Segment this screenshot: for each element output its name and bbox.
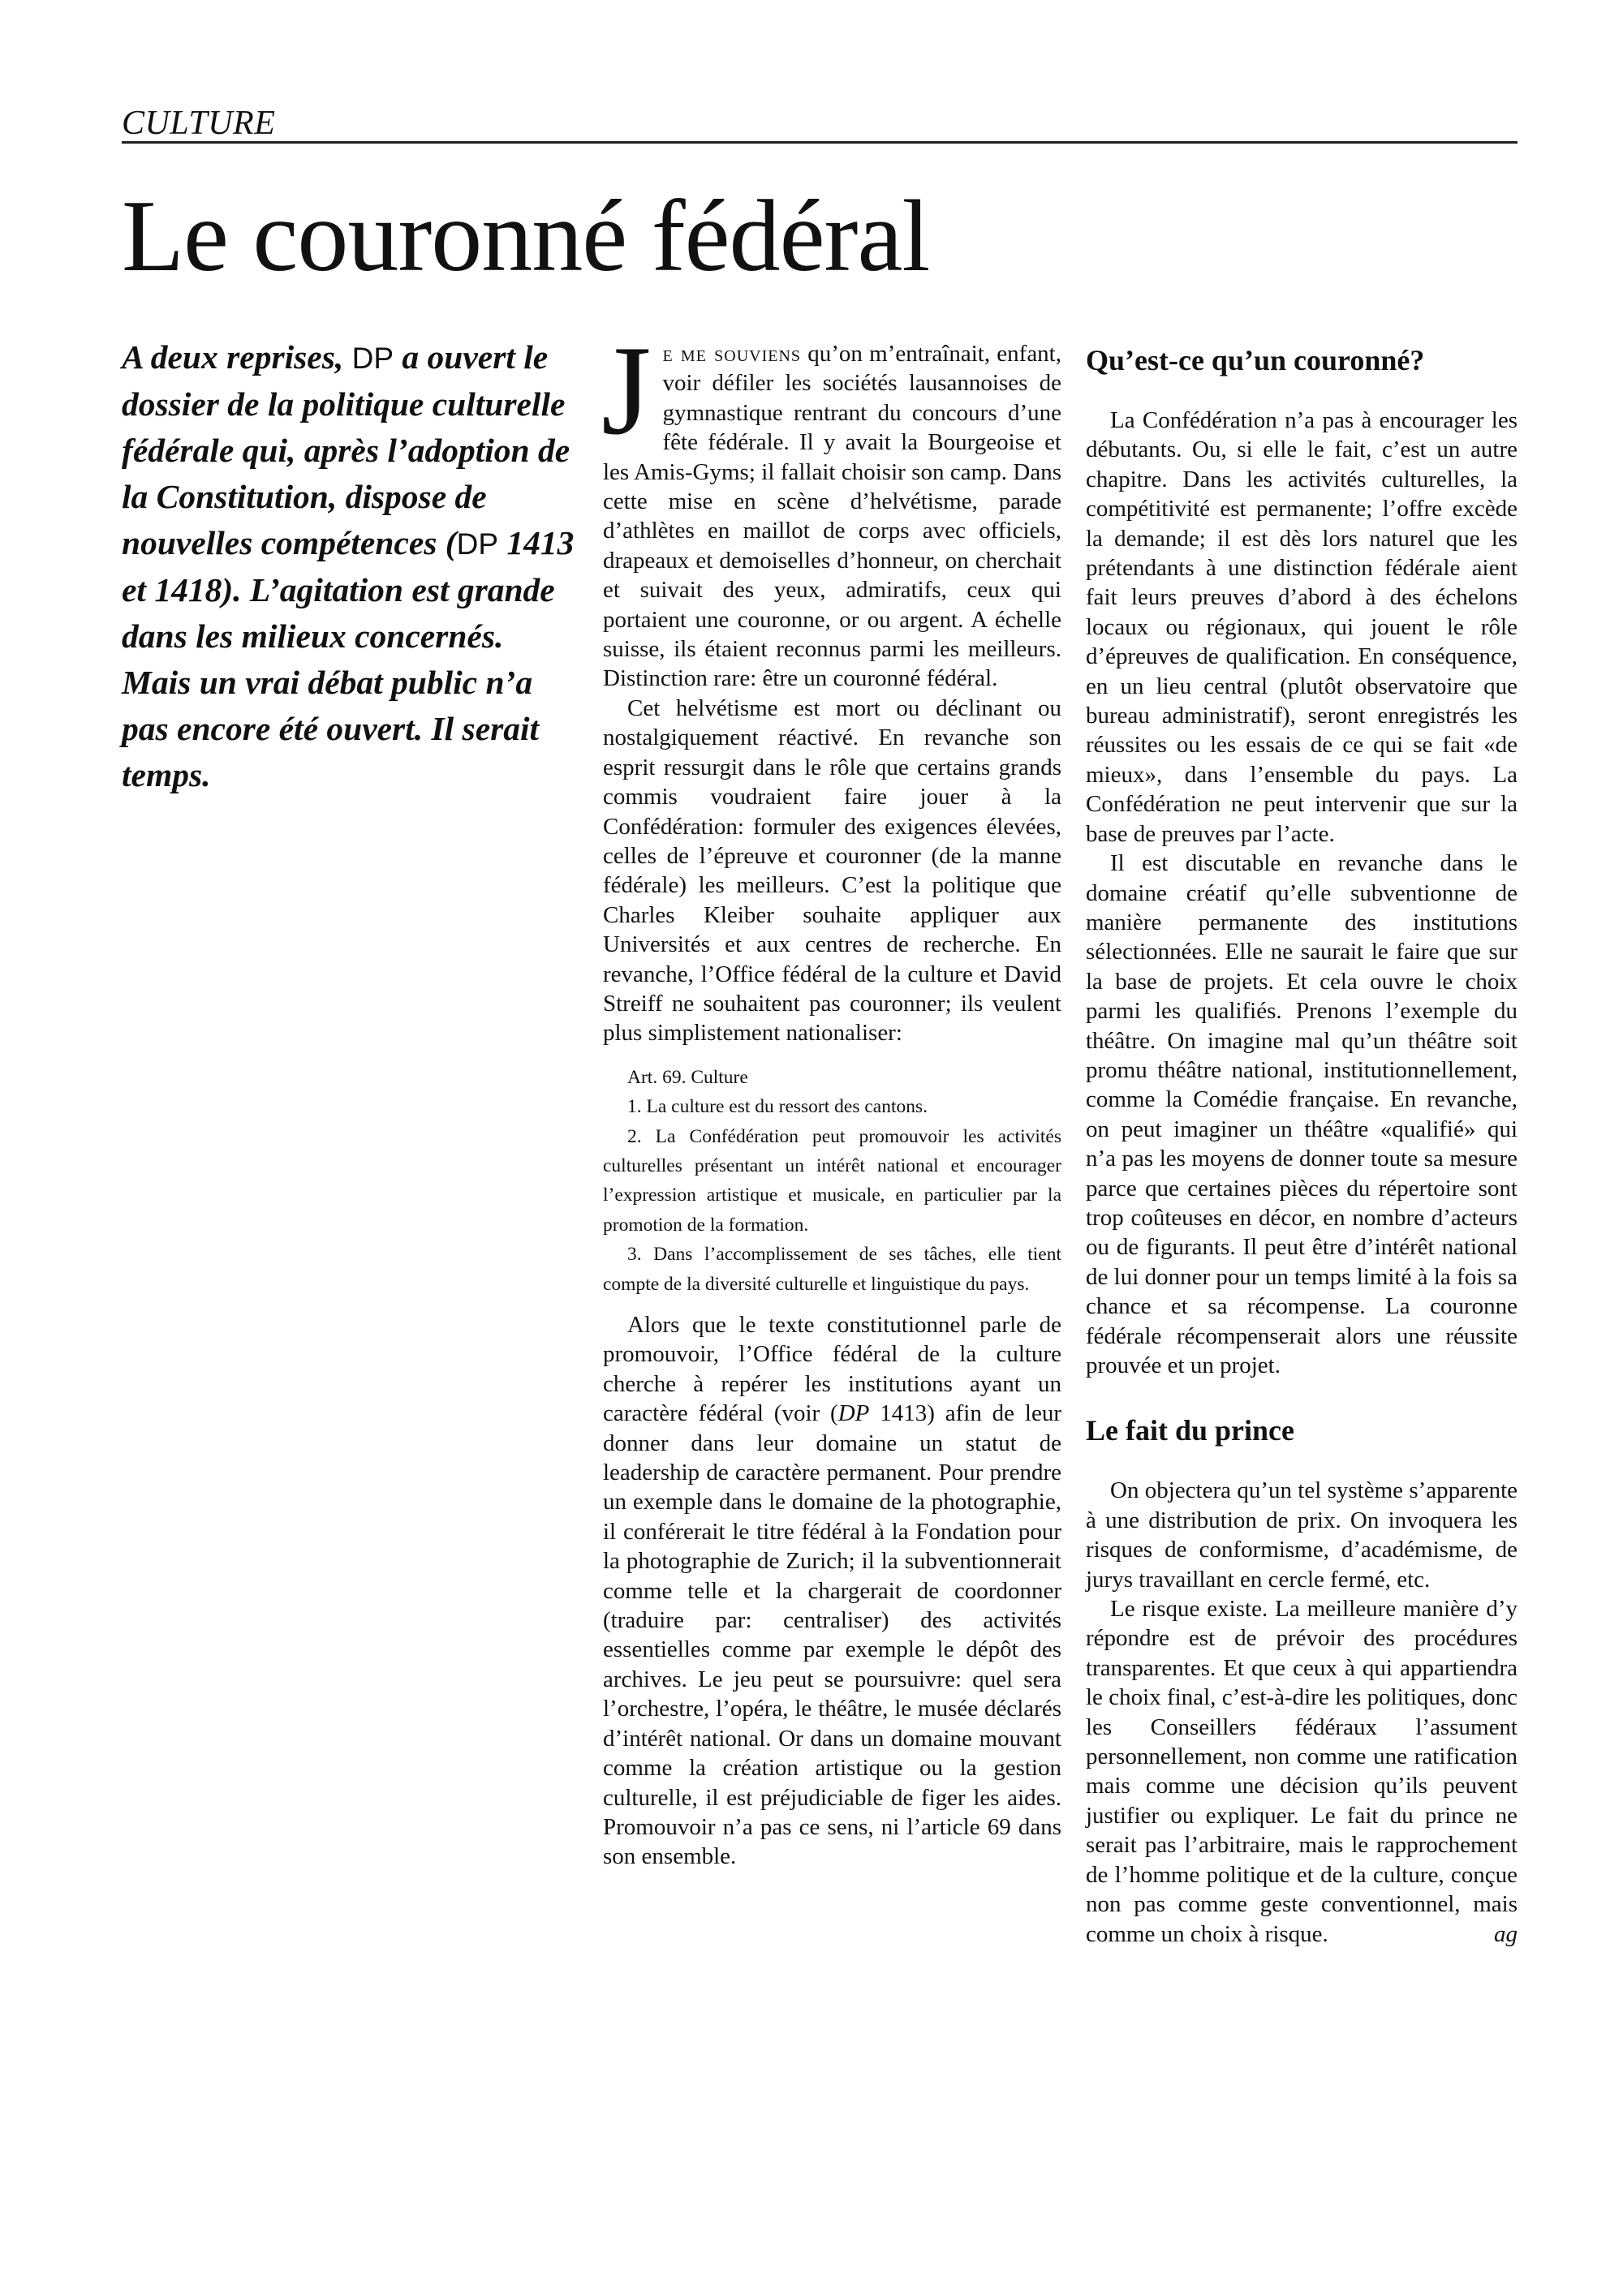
- lead-paragraph: [122, 334, 576, 798]
- lead-text-3: 1413 et 1418). L’agitation est grande dans les milieux concernés. Mais un vrai débat public n’a pas encore été ouvert. Il serait temps.: [122, 524, 575, 793]
- lead-dp-2: DP: [456, 527, 498, 561]
- article-title: Le couronné fédéral: [122, 180, 930, 293]
- lead-dp-1: DP: [351, 342, 394, 375]
- lead-text-1: A deux reprises,: [122, 338, 344, 376]
- paragraph: On objectera qu’un tel système s’apparente à une distribution de prix. On invoquera les risques de conformisme, d’académisme, de jurys travaillant en cercle fermé, etc.: [1086, 1477, 1518, 1593]
- paragraph-text: 1413) afin de leur donner dans leur domaine un statut de leadership de caractère permanent. Pour prendre un exemple dans le domaine de la photographie, il conférerait le titre fédéral à la Fondation pour la photographie de Zurich; il la subventionnerait comme telle et la chargerait de coordonner (traduire par: centraliser) des activités essentielles comme par exemple le dépôt des archives. Le jeu peut se poursuivre: quel sera l’orchestre, l’opéra, le théâtre, le musée déclarés d’intérêt national. Or dans un domaine mouvant comme la création artistique ou la gestion culturelle, il est préjudiciable de figer les aides. Promouvoir n’a pas ce sens, ni l’article 69 dans son ensemble.: [603, 1400, 1061, 1870]
- paragraph-text: Le risque existe. La meilleure manière d’y répondre est de prévoir des procédures transparentes. Et que ceux à qui appartiendra le choix final, c’est-à-dire les politiques, donc les Conseillers fédéraux l’assument personnellement, non comme une ratification mais comme une décision qu’ils peuvent justifier ou expliquer. Le fait du prince ne serait pas l’arbitraire, mais le rapprochement de l’homme politique et de la culture, conçue non pas comme geste conventionnel, mais comme un choix à risque.: [1086, 1596, 1518, 1947]
- subheading: Le fait du prince: [1086, 1414, 1294, 1447]
- header-rule: [122, 141, 1518, 144]
- paragraph: La Confédération n’a pas à encourager les débutants. Ou, si elle le fait, c’est un autre chapitre. Dans les activités culturelles, la compétitivité est permanente; l’offre excède la demande; il est dès lors naturel que les prétendants à une distinction fédérale aient fait leurs preuves d’abord à des échelons locaux ou régionaux, qui jouent le rôle d’épreuves de qualification. En conséquence, en un lieu central (plutôt observatoire que bureau administratif), seront enregistrés les réussites ou les essais de ce qui se fait «de mieux», dans l’ensemble du pays. La Confédération ne peut intervenir que sur la base de preuves par l’acte.: [1086, 407, 1518, 847]
- paragraph: Il est discutable en revanche dans le domaine créatif qu’elle subventionne de manière permanente des institutions sélectionnées. Elle ne saurait le faire que sur la base de projets. Et cela ouvre le choix parmi les qualifiés. Prenons l’exemple du théâtre. On imagine mal qu’un théâtre soit promu théâtre national, institutionnellement, comme la Comédie française. En revanche, on peut imaginer un théâtre «qualifié» qui n’a pas les moyens de donner toute sa mesure parce que certaines pièces du répertoire sont trop coûteuses en décor, en nombre d’acteurs ou de figurants. Il peut être d’intérêt national de lui donner pour un temps limité à la fois sa chance et sa récompense. La couronne fédérale récompenserait alors une réussite prouvée et un projet.: [1086, 850, 1518, 1378]
- opening-text: qu’on m’entraînait, enfant, voir défiler les sociétés lausannoises de gymnastique rentrant du concours d’une fête fédérale. Il y avait la Bourgeoise et les Amis-Gyms; il fallait choisir son camp. Dans cette mise en scène d’helvétisme, parade d’athlètes en maillot de corps avec officiels, drapeaux et demoiselles d’honneur, on cherchait et suivait des yeux, admiratifs, ceux qui portaient une couronne, or ou argent. A échelle suisse, ils étaient reconnus parmi les meilleurs. Distinction rare: être un couronné fédéral.: [603, 341, 1061, 692]
- constitution-quote: [603, 1063, 1061, 1299]
- quote-title: Art. 69. Culture: [627, 1066, 748, 1088]
- article-column-right: [1086, 342, 1518, 1949]
- subheading: Qu’est-ce qu’un couronné?: [1086, 344, 1425, 376]
- drop-cap: J: [601, 320, 652, 462]
- opening-paragraph: [601, 320, 1061, 694]
- section-label: CULTURE: [122, 105, 276, 142]
- dp-reference: DP: [837, 1400, 870, 1427]
- opening-smallcaps: e me souviens: [662, 341, 802, 367]
- lead-text-2: a ouvert le dossier de la politique culturelle fédérale qui, après l’adoption de la Constitution, dispose de nouvelles compétences (: [122, 338, 570, 561]
- paragraph-text: Alors que le texte constitutionnel parle de promouvoir, l’Office fédéral de la culture cherche à repérer les institutions ayant un caractère fédéral (voir: [603, 1312, 1061, 1427]
- author-signature: ag: [1494, 1920, 1518, 1947]
- paragraph: Cet helvétisme est mort ou déclinant ou nostalgiquement réactivé. En revanche son esprit ressurgit dans le rôle que certains grands commis voudraient faire jouer à la Confédération: formuler des exigences élevées, celles de l’épreuve et couronner (de la manne fédérale) les meilleurs. C’est la politique que Charles Kleiber souhaite appliquer aux Universités et aux centres de recherche. En revanche, l’Office fédéral de la culture et David Streiff ne souhaitent pas couronner; ils veulent plus simplistement nationaliser:: [603, 694, 1061, 1047]
- paragraph: [1086, 1594, 1518, 1949]
- article-column-middle: [601, 320, 1061, 1872]
- quote-item: 3. Dans l’accomplissement de ses tâches, elle tient compte de la diversité culturelle et linguistique du pays.: [603, 1244, 1061, 1295]
- quote-item: 2. La Confédération peut promouvoir les activités culturelles présentant un intérêt national et encourager l’expression artistique et musicale, en particulier par la promotion de la formation.: [603, 1125, 1061, 1236]
- paragraph: Alors que le texte constitutionnel parle de promouvoir, l’Office fédéral de la culture cherche à repérer les institutions ayant un caractère fédéral (voir (DP 1413) afin de leur donner dans leur domaine un statut de leadership de caractère permanent. Pour prendre un exemple dans le domaine de la photographie, il conférerait le titre fédéral à la Fondation pour la photographie de Zurich; il la subventionnerait comme telle et la chargerait de coordonner (traduire par: centraliser) des activités essentielles comme par exemple le dépôt des archives. Le jeu peut se poursuivre: quel sera l’orchestre, l’opéra, le théâtre, le musée déclarés d’intérêt national. Or dans un domaine mouvant comme la création artistique ou la gestion culturelle, il est préjudiciable de figer les aides. Promouvoir n’a pas ce sens, ni l’article 69 dans son ensemble.: [603, 1312, 1061, 1870]
- quote-item: 1. La culture est du ressort des cantons.: [627, 1096, 928, 1118]
